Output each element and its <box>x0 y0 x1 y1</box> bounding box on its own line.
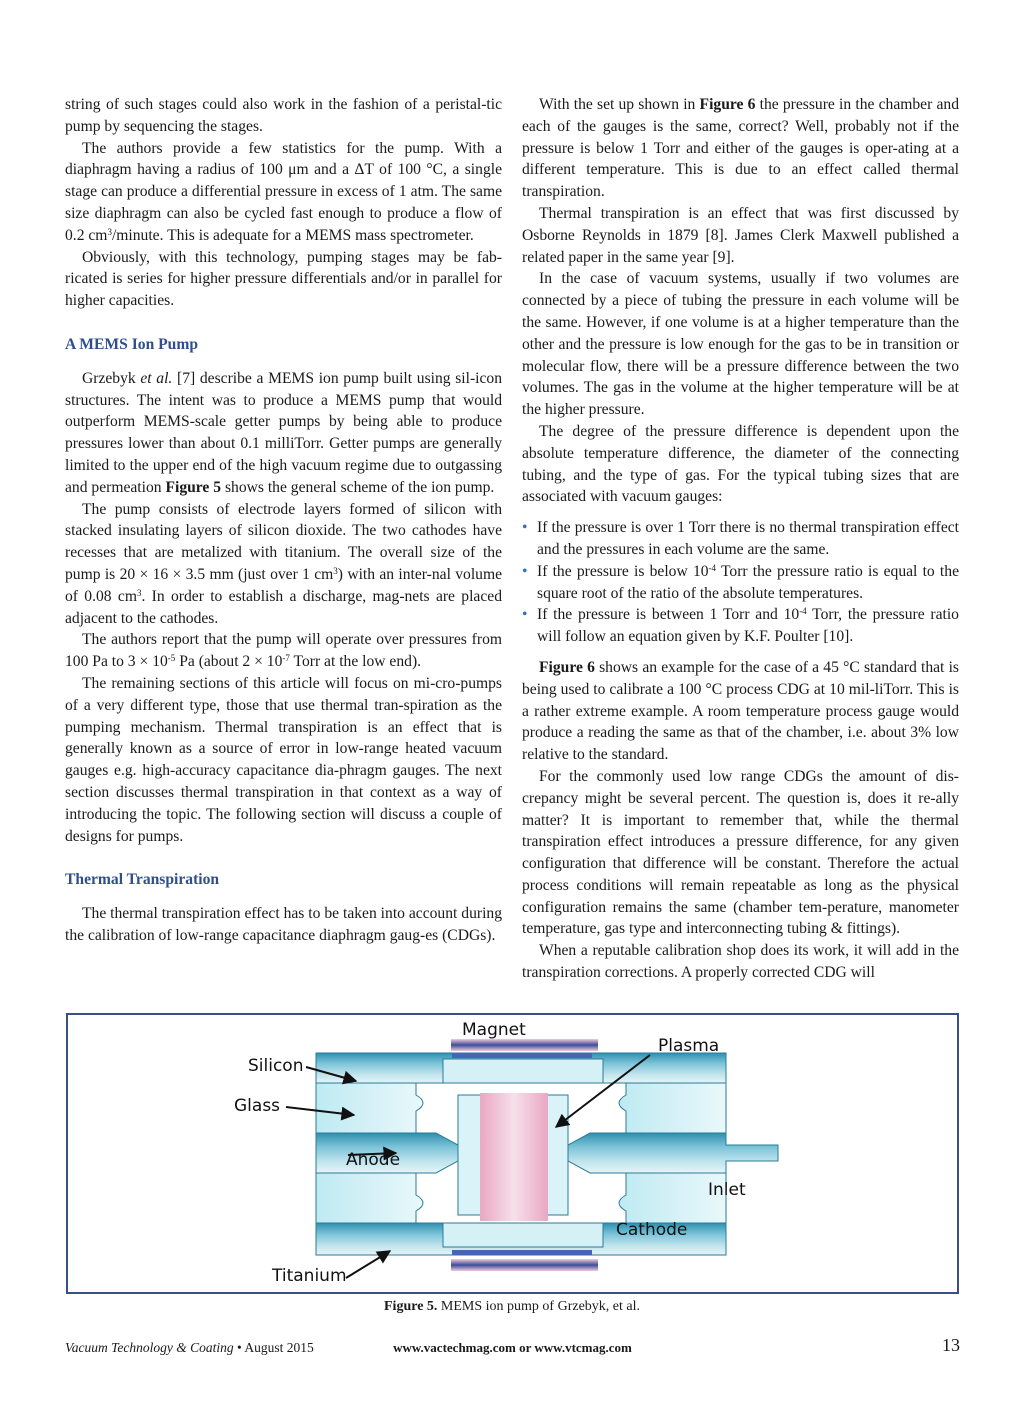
paragraph: For the commonly used low range CDGs the amount of dis-crepancy might be several percent. The question is, does it re-ally matter? It is important to remember that, while the thermal transpiration effect introduces a pressure difference, for any given configuration that difference will be constant. Therefore the actual process conditions will remain repeatable as long as the physical configuration remains the same (chamber tem-perature, manometer temperature, gas type and interconnecting tubing & fittings). <box>522 767 959 938</box>
paragraph: Grzebyk et al. [7] describe a MEMS ion pump built using sil-icon structures. The intent was to produce a MEMS pump that would outperform MEMS-scale getter pumps by being able to produce pressures lower than about 0.1 milliTorr. Getter pumps are generally limited to the upper end of the high vacuum regime due to outgassing and permeation Figure 5 shows the general scheme of the ion pump. <box>65 369 503 496</box>
bullet-list <box>522 517 959 648</box>
paragraph: With the set up shown in Figure 6 the pressure in the chamber and each of the gauges is the same, correct? Well, probably not if the pressure is below 1 Torr and either of the gauges is oper-ating at a different temperature. This is due to an effect called thermal transpiration. <box>522 96 959 201</box>
list-item: • If the pressure is between 1 Torr and $10^{-4}$ Torr, the pressure ratio will follow an equation given by K.F. Poulter [10]. <box>522 604 959 648</box>
paragraph: In the case of vacuum systems, usually if two volumes are connected by a piece of tubing the pressure in each volume will be the same. However, if one volume is at a higher temperature than the other and the pressure is low enough for the gas to be in transition or molecular flow, there will be a pressure difference between the two volumes. The gas in the volume at the higher temperature will be at the higher pressure. <box>522 270 959 419</box>
paragraph: The authors report that the pump will operate over pressures from 100 Pa to $3 \times 10^{-5}$ Pa (about $2 \times 10^{-7}$ Torr at the low end). <box>65 631 502 671</box>
paragraph: The pump consists of electrode layers formed of silicon with stacked insulating layers of silicon dioxide. The two cathodes have recesses that are metalized with titanium. The overall size of the pump is 20 × 16 × 3.5 mm (just over 1 $cm^3$) with an inter-nal volume of 0.08 $cm^3$. In order to establish a discharge, mag-nets are placed adjacent to the cathodes. <box>65 500 503 627</box>
paragraph: The degree of the pressure difference is dependent upon the absolute temperature difference, the diameter of the connecting tubing, and the type of gas. For the typical tubing sizes that are associated with vacuum gauges: <box>522 422 959 506</box>
paragraph: The remaining sections of this article will focus on mi-cro-pumps of a very different type, those that use thermal tran-spiration as the pumping mechanism. Thermal transpiration is an effect that is generally known as a source of error in low-range heated vacuum gauges e.g. high-accuracy capacitance dia-phragm gauges. The next section discusses thermal transpiration in that context as a way of introducing the topic. The following section will discuss a couple of designs for pumps. <box>65 674 502 845</box>
label-glass: Glass <box>234 1096 281 1116</box>
left-column <box>65 94 502 947</box>
top-magnet <box>451 1039 598 1051</box>
list-item: • If the pressure is below $10^{-4}$ Torr the pressure ratio is equal to the square root of the ratio of the absolute temperatures. <box>522 561 959 605</box>
journal-name: Vacuum Technology & Coating • August 2015 <box>65 1340 314 1355</box>
paragraph: The thermal transpiration effect has to be taken into account during the calibration of low-range capacitance diaphragm gaug-es (CDGs). <box>65 905 502 944</box>
bottom-magnet <box>451 1259 598 1271</box>
label-anode: Anode <box>346 1150 401 1170</box>
plasma-column <box>480 1093 548 1221</box>
page-number: 13 <box>942 1335 960 1355</box>
paragraph: Obviously, with this technology, pumping stages may be fab-ricated is series for higher pressure differentials and/or in parallel for higher capacities. <box>65 248 502 310</box>
figure-caption: Figure 5. MEMS ion pump of Grzebyk, et al. <box>384 1299 640 1314</box>
label-cathode: Cathode <box>616 1220 688 1240</box>
label-silicon: Silicon <box>248 1056 304 1076</box>
label-magnet: Magnet <box>462 1020 526 1040</box>
page-footer <box>65 1335 960 1364</box>
figure-5-diagram <box>66 1013 959 1294</box>
right-column <box>522 94 959 984</box>
section-heading-thermal-transpiration: Thermal Transpiration <box>65 871 220 889</box>
section-heading-ion-pump: A MEMS Ion Pump <box>65 335 199 353</box>
list-item: • If the pressure is over 1 Torr there is no thermal transpiration effect and the pressures in each volume are the same. <box>522 517 959 561</box>
paragraph: string of such stages could also work in the fashion of a peristal-tic pump by sequencing the stages. <box>65 96 502 135</box>
top-cathode <box>316 1053 726 1083</box>
footer-url: www.vactechmag.com or www.vtcmag.com <box>393 1340 632 1355</box>
paragraph: Figure 6 shows an example for the case of a 45 °C standard that is being used to calibrate a 100 °C process CDG at 10 mil-liTorr. This is a rather extreme example. A room temperature process gauge would produce a reading the same as that of the chamber, i.e. about 3% low relative to the standard. <box>522 658 959 764</box>
label-inlet: Inlet <box>708 1180 746 1200</box>
paragraph: The authors provide a few statistics for the pump. With a diaphragm having a radius of 100 μm and a ΔT of 100 °C, a single stage can produce a differential pressure in excess of 1 atm. The same size diaphragm can also be cycled fast enough to produce a flow of 0.2 $cm^3$/minute. This is adequate for a MEMS mass spectrometer. <box>65 139 502 244</box>
label-plasma: Plasma <box>658 1036 720 1056</box>
paragraph: Thermal transpiration is an effect that was first discussed by Osborne Reynolds in 1879 [8]. James Clerk Maxwell published a related paper in the same year [9]. <box>522 204 959 266</box>
paragraph: When a reputable calibration shop does its work, it will add in the transpiration corrections. A properly corrected CDG will <box>522 942 959 982</box>
label-titanium: Titanium <box>272 1266 347 1286</box>
ion-pump-diagram <box>68 1015 957 1292</box>
